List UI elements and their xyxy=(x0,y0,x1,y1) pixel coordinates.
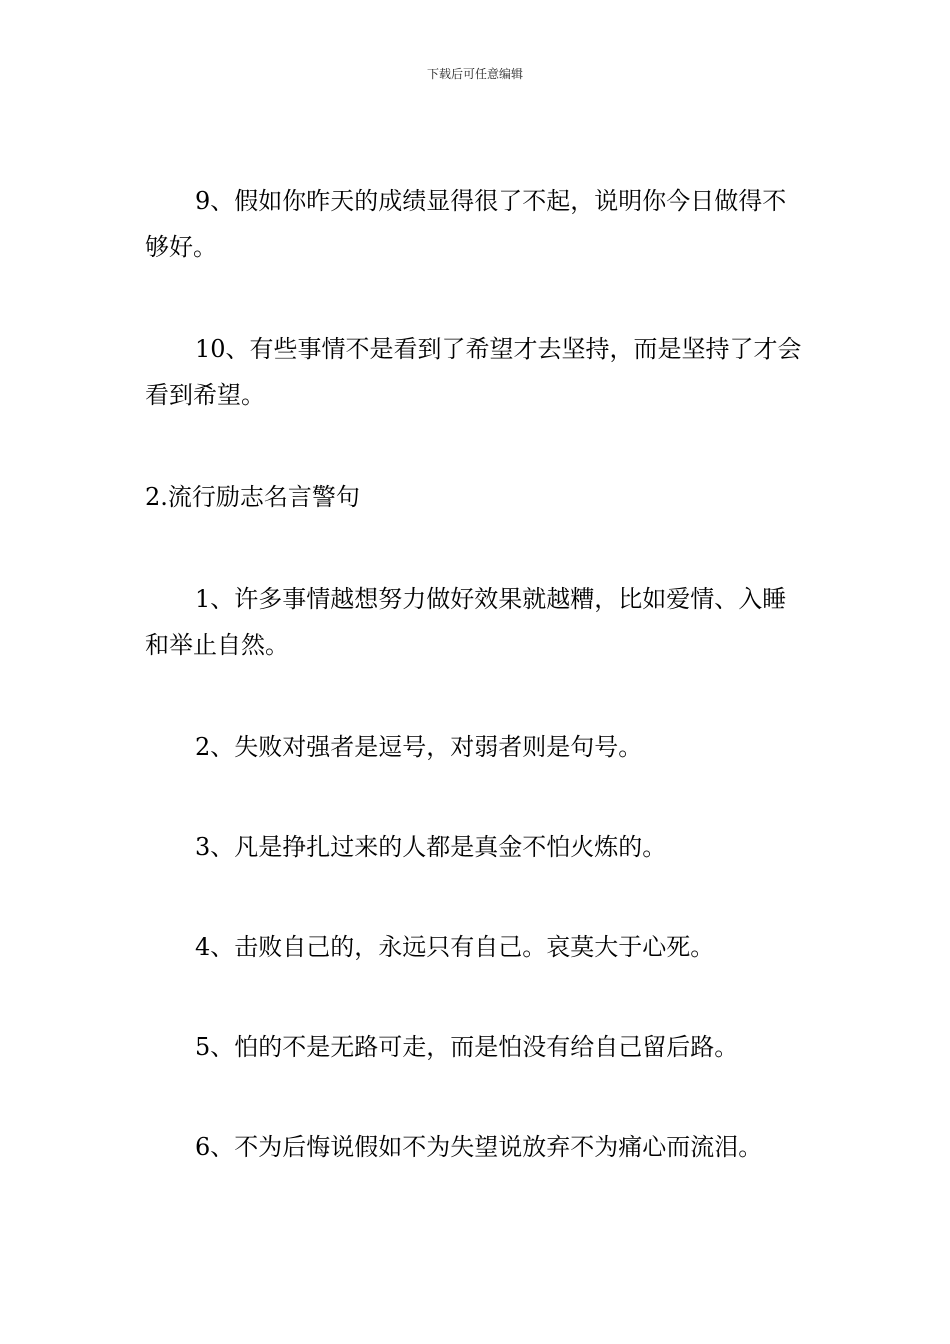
quote-item-6: 6、不为后悔说假如不为失望说放弃不为痛心而流泪。 xyxy=(195,1133,763,1161)
quote-item-2: 2、失败对强者是逗号，对弱者则是句号。 xyxy=(195,733,643,761)
document-body xyxy=(145,178,810,1224)
quote-item-9: 9、假如你昨天的成绩显得很了不起，说明你今日做得不够好。 xyxy=(145,187,787,261)
quote-item-3: 3、凡是挣扎过来的人都是真金不怕火炼的。 xyxy=(195,833,667,861)
quote-item-1: 1、许多事情越想努力做好效果就越糟，比如爱情、入睡和举止自然。 xyxy=(145,585,787,659)
section-heading: 2.流行励志名言警句 xyxy=(145,483,360,511)
page-header: 下载后可任意编辑 xyxy=(426,67,523,81)
quote-item-10: 10、有些事情不是看到了希望才去坚持，而是坚持了才会看到希望。 xyxy=(145,335,802,409)
quote-item-5: 5、怕的不是无路可走，而是怕没有给自己留后路。 xyxy=(195,1033,739,1061)
quote-item-4: 4、击败自己的，永远只有自己。哀莫大于心死。 xyxy=(195,933,715,961)
